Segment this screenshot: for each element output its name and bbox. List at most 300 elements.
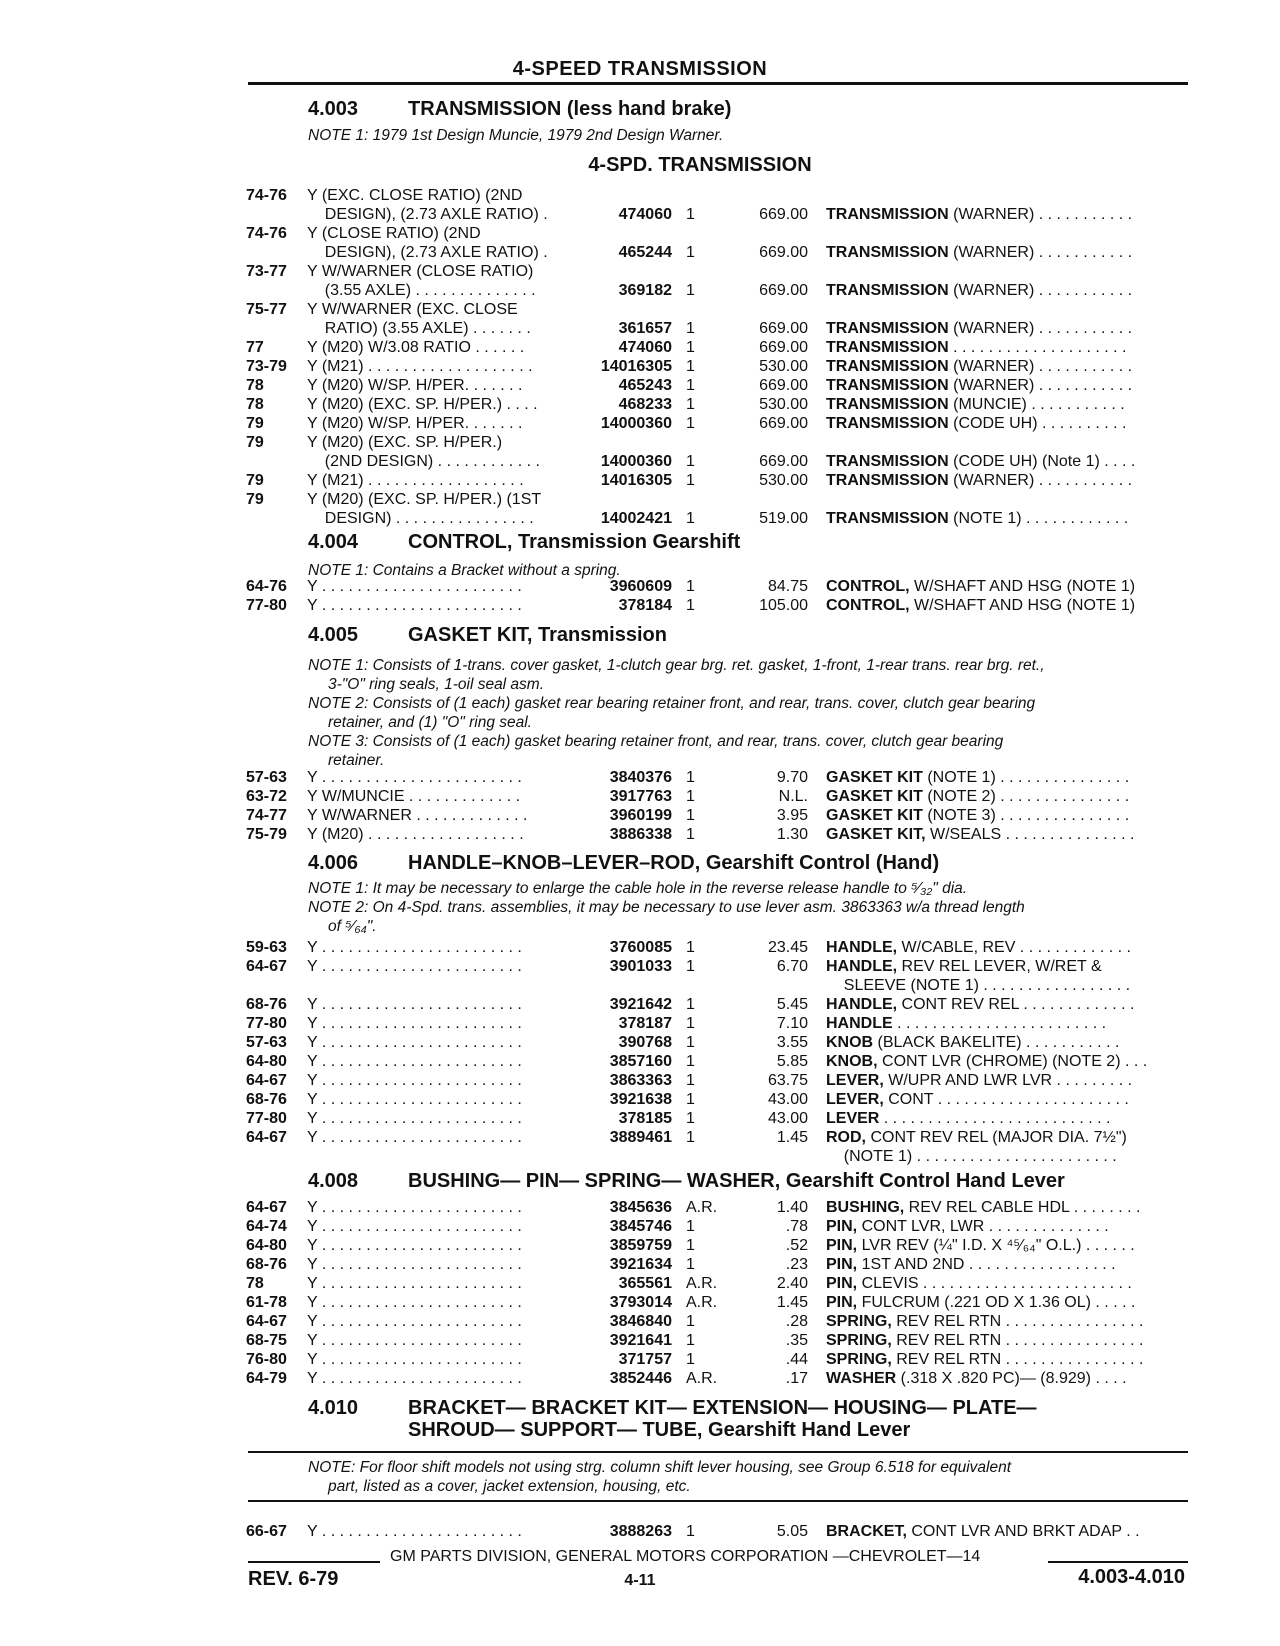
table-row: [0, 1312, 1280, 1331]
description-text: CONT REV REL (MAJOR DIA. 7½"): [866, 1129, 1127, 1146]
part-number: 14016305: [600, 358, 672, 375]
description: [826, 471, 1132, 490]
quantity: 1: [686, 958, 695, 975]
section-4005-heading: [308, 624, 667, 647]
application: Y . . . . . . . . . . . . . . . . . . . . . . .: [307, 1072, 522, 1089]
description-text: (NOTE 1) . . . . . . . . . . . .: [948, 510, 1129, 527]
part-number: 378187: [618, 1015, 672, 1032]
table-row: [0, 357, 1280, 376]
year-range: 77-80: [246, 1015, 287, 1032]
description-keyword: SPRING,: [826, 1351, 892, 1368]
section-4006-heading: [308, 852, 939, 875]
application: Y . . . . . . . . . . . . . . . . . . . . . . .: [307, 1053, 522, 1070]
section-4004-heading: [308, 531, 740, 554]
quantity: 1: [686, 377, 695, 394]
year-range: 77: [246, 339, 264, 356]
part-number: 3960609: [609, 578, 672, 595]
year-range: 68-75: [246, 1332, 287, 1349]
application: Y . . . . . . . . . . . . . . . . . . . . . . .: [307, 996, 522, 1013]
description-keyword: HANDLE,: [826, 958, 898, 975]
section-number: 4.006: [308, 852, 359, 874]
description: [826, 414, 1126, 433]
price: 669.00: [759, 339, 808, 356]
application: Y (M20) W/SP. H/PER. . . . . . .: [307, 415, 523, 432]
description-text: (WARNER) . . . . . . . . . . .: [948, 358, 1133, 375]
description-text: W/SHAFT AND HSG (NOTE 1): [909, 597, 1136, 614]
part-number: 3845636: [609, 1199, 672, 1216]
price: 669.00: [759, 244, 808, 261]
table-row: [0, 957, 1280, 976]
part-number: 3760085: [609, 939, 672, 956]
page-number: 4-11: [624, 1572, 656, 1589]
description: [826, 1236, 1135, 1255]
section-4005-notes: [308, 656, 1188, 770]
description-text: (NOTE 2) . . . . . . . . . . . . . . .: [922, 788, 1130, 805]
price: .17: [785, 1370, 808, 1387]
description: [826, 825, 1135, 844]
description-keyword: CONTROL,: [826, 597, 910, 614]
section-4003-subheading: 4-SPD. TRANSMISSION: [588, 154, 812, 176]
price: 669.00: [759, 320, 808, 337]
year-range: 78: [246, 396, 264, 413]
table-row: [0, 471, 1280, 490]
application: Y . . . . . . . . . . . . . . . . . . . . . . .: [307, 1294, 522, 1311]
part-number: 3921638: [609, 1091, 672, 1108]
description-text: (CODE UH) (Note 1) . . . .: [948, 453, 1136, 470]
description: [826, 787, 1129, 806]
price: 6.70: [776, 958, 808, 975]
description-keyword: TRANSMISSION: [826, 396, 949, 413]
table-row: [0, 1255, 1280, 1274]
description-keyword: TRANSMISSION: [826, 282, 949, 299]
description: [826, 1014, 1106, 1033]
description-text: (NOTE 3) . . . . . . . . . . . . . . .: [922, 807, 1130, 824]
table-row: [0, 1274, 1280, 1293]
part-number: 3793014: [609, 1294, 672, 1311]
description: [826, 1090, 1129, 1109]
quantity: 1: [686, 396, 695, 413]
price: 5.05: [776, 1523, 808, 1540]
table-row: [0, 281, 1280, 300]
table-row: [0, 825, 1280, 844]
description: [826, 452, 1135, 471]
description: [826, 243, 1132, 262]
description-text: W/CABLE, REV . . . . . . . . . . . . .: [897, 939, 1131, 956]
table-row: [0, 1293, 1280, 1312]
note-line: NOTE 3: Consists of (1 each) gasket bearing retainer front, and rear, trans. cover, clutch gear bearing: [308, 733, 1004, 750]
description-text: (WARNER) . . . . . . . . . . .: [948, 377, 1133, 394]
note-line: NOTE 1: It may be necessary to enlarge the cable hole in the reverse release handle to ⁵⁄₃₂" dia.: [308, 880, 968, 897]
price: 63.75: [767, 1072, 808, 1089]
year-range: 77-80: [246, 597, 287, 614]
price: 530.00: [759, 472, 808, 489]
year-range: 75-79: [246, 826, 287, 843]
description-text: CONT LVR AND BRKT ADAP . .: [906, 1523, 1140, 1540]
part-number: 378185: [618, 1110, 672, 1127]
description-keyword: ROD,: [826, 1129, 866, 1146]
description-keyword: TRANSMISSION: [826, 377, 949, 394]
description-keyword: PIN,: [826, 1237, 858, 1254]
year-range: 79: [246, 491, 264, 508]
application: Y (M21) . . . . . . . . . . . . . . . . . . .: [307, 358, 533, 375]
description: [826, 357, 1132, 376]
description-text: (WARNER) . . . . . . . . . . .: [948, 244, 1133, 261]
quantity: 1: [686, 339, 695, 356]
description-keyword: GASKET KIT: [826, 769, 923, 786]
year-range: 57-63: [246, 1034, 287, 1051]
year-range: 76-80: [246, 1351, 287, 1368]
price: 530.00: [759, 358, 808, 375]
section-4010-note: [308, 1458, 1188, 1496]
quantity: 1: [686, 1015, 695, 1032]
table-row: [0, 1522, 1280, 1541]
table-row: [0, 414, 1280, 433]
section-number: 4.004: [308, 531, 359, 553]
revision-label: REV. 6-79: [248, 1568, 339, 1590]
year-range: 79: [246, 434, 264, 451]
year-range: 73-79: [246, 358, 287, 375]
description-keyword: BUSHING,: [826, 1199, 905, 1216]
description: [826, 1522, 1140, 1541]
application: Y . . . . . . . . . . . . . . . . . . . . . . .: [307, 1332, 522, 1349]
section-number: 4.003: [308, 98, 359, 120]
description-keyword: TRANSMISSION: [826, 510, 949, 527]
description: [826, 376, 1132, 395]
part-number: 361657: [618, 320, 672, 337]
application: Y . . . . . . . . . . . . . . . . . . . . . . .: [307, 1237, 522, 1254]
year-range: 64-67: [246, 1199, 287, 1216]
note-line: retainer.: [328, 752, 385, 769]
description-text: (CODE UH) . . . . . . . . . .: [948, 415, 1127, 432]
quantity: 1: [686, 769, 695, 786]
year-range: 78: [246, 377, 264, 394]
table-row: [0, 1109, 1280, 1128]
description: [826, 1350, 1143, 1369]
part-number: 14000360: [600, 415, 672, 432]
quantity: 1: [686, 1313, 695, 1330]
table-row: [0, 433, 1280, 452]
price: 5.45: [776, 996, 808, 1013]
price: 669.00: [759, 377, 808, 394]
part-number: 371757: [618, 1351, 672, 1368]
year-range: 75-77: [246, 301, 287, 318]
description-text: CONT . . . . . . . . . . . . . . . . . . . . . .: [883, 1091, 1129, 1108]
application: Y . . . . . . . . . . . . . . . . . . . . . . .: [307, 769, 522, 786]
description: [826, 1274, 1132, 1293]
description-keyword: HANDLE: [826, 1015, 893, 1032]
table-row: [0, 1369, 1280, 1388]
table-row: [0, 376, 1280, 395]
year-range: 59-63: [246, 939, 287, 956]
note-rule-top: [248, 1451, 1188, 1453]
year-range: 64-67: [246, 1129, 287, 1146]
description-keyword: TRANSMISSION: [826, 472, 949, 489]
application: Y . . . . . . . . . . . . . . . . . . . . . . .: [307, 1015, 522, 1032]
quantity: 1: [686, 453, 695, 470]
price: 3.95: [776, 807, 808, 824]
table-row: [0, 806, 1280, 825]
quantity: 1: [686, 415, 695, 432]
description-text: (NOTE 1) . . . . . . . . . . . . . . .: [922, 769, 1130, 786]
application: Y . . . . . . . . . . . . . . . . . . . . . . .: [307, 578, 522, 595]
description-keyword: LEVER: [826, 1110, 880, 1127]
application: Y . . . . . . . . . . . . . . . . . . . . . . .: [307, 1218, 522, 1235]
year-range: 64-74: [246, 1218, 287, 1235]
application: Y (M21) . . . . . . . . . . . . . . . . . .: [307, 472, 524, 489]
quantity: 1: [686, 1218, 695, 1235]
description-keyword: GASKET KIT: [826, 788, 923, 805]
application: (3.55 AXLE) . . . . . . . . . . . . . .: [307, 282, 536, 299]
quantity: A.R.: [686, 1294, 718, 1311]
section-4003-heading: [308, 98, 731, 121]
price: 5.85: [776, 1053, 808, 1070]
price: 669.00: [759, 282, 808, 299]
part-number: 3888263: [609, 1523, 672, 1540]
description-keyword: SPRING,: [826, 1332, 892, 1349]
note-line: retainer, and (1) "O" ring seal.: [328, 714, 532, 731]
table-row: [0, 509, 1280, 528]
part-number: 3859759: [609, 1237, 672, 1254]
description: [826, 319, 1132, 338]
part-number: 474060: [618, 339, 672, 356]
table-row: [0, 338, 1280, 357]
quantity: 1: [686, 1129, 695, 1146]
price: 7.10: [776, 1015, 808, 1032]
section-number: 4.008: [308, 1170, 359, 1192]
table-row: [0, 1071, 1280, 1090]
year-range: 74-76: [246, 187, 287, 204]
description-text: CONT LVR, LWR . . . . . . . . . . . . . .: [857, 1218, 1109, 1235]
price: N.L.: [778, 788, 808, 805]
footer-rule-right: [1048, 1561, 1188, 1563]
part-number: 390768: [618, 1034, 672, 1051]
description-keyword: GASKET KIT,: [826, 826, 926, 843]
application: Y . . . . . . . . . . . . . . . . . . . . . . .: [307, 1275, 522, 1292]
application: Y . . . . . . . . . . . . . . . . . . . . . . .: [307, 1523, 522, 1540]
description-text: (WARNER) . . . . . . . . . . .: [948, 320, 1133, 337]
quantity: 1: [686, 788, 695, 805]
description: [826, 1071, 1132, 1090]
description: [826, 768, 1129, 787]
price: 9.70: [776, 769, 808, 786]
part-number: 14002421: [600, 510, 672, 527]
quantity: 1: [686, 1072, 695, 1089]
price: 23.45: [767, 939, 808, 956]
application: Y (EXC. CLOSE RATIO) (2ND: [307, 187, 523, 204]
table-row: [0, 1147, 1280, 1166]
footer-source: GM PARTS DIVISION, GENERAL MOTORS CORPORATION —CHEVROLET—14: [390, 1548, 981, 1565]
application: Y W/MUNCIE . . . . . . . . . . . . .: [307, 788, 521, 805]
description-text: (WARNER) . . . . . . . . . . .: [948, 206, 1133, 223]
description-text: (BLACK BAKELITE) . . . . . . . . . . .: [873, 1034, 1120, 1051]
description: [826, 338, 1126, 357]
section-4010-heading: [308, 1397, 1037, 1441]
application: Y . . . . . . . . . . . . . . . . . . . . . . .: [307, 939, 522, 956]
application: Y . . . . . . . . . . . . . . . . . . . . . . .: [307, 958, 522, 975]
year-range: 57-63: [246, 769, 287, 786]
application: Y (M20) . . . . . . . . . . . . . . . . . .: [307, 826, 524, 843]
section-title: BUSHING— PIN— SPRING— WASHER, Gearshift Control Hand Lever: [408, 1170, 1065, 1192]
section-title: SHROUD— SUPPORT— TUBE, Gearshift Hand Lever: [408, 1419, 911, 1441]
description: [826, 577, 1135, 596]
note-line: of ⁵⁄₆₄".: [328, 918, 377, 935]
quantity: 1: [686, 282, 695, 299]
table-row: [0, 1350, 1280, 1369]
quantity: A.R.: [686, 1199, 718, 1216]
part-number: 3863363: [609, 1072, 672, 1089]
application: Y W/WARNER . . . . . . . . . . . . .: [307, 807, 528, 824]
note-line: NOTE: For floor shift models not using strg. column shift lever housing, see Group 6.518 for equivalent: [308, 1459, 1012, 1476]
price: .44: [785, 1351, 808, 1368]
table-row: [0, 1128, 1280, 1147]
section-number: 4.010: [308, 1397, 359, 1419]
quantity: 1: [686, 939, 695, 956]
price: 669.00: [759, 206, 808, 223]
description-keyword: TRANSMISSION: [826, 244, 949, 261]
table-row: [0, 596, 1280, 615]
price: 1.45: [776, 1294, 808, 1311]
quantity: 1: [686, 1237, 695, 1254]
description-keyword: BRACKET,: [826, 1523, 907, 1540]
part-number: 3846840: [609, 1313, 672, 1330]
application: Y . . . . . . . . . . . . . . . . . . . . . . .: [307, 1034, 522, 1051]
table-row: [0, 938, 1280, 957]
description-keyword: PIN,: [826, 1256, 858, 1273]
application: Y . . . . . . . . . . . . . . . . . . . . . . .: [307, 1256, 522, 1273]
quantity: A.R.: [686, 1275, 718, 1292]
description: [826, 1312, 1143, 1331]
table-row: [0, 577, 1280, 596]
part-number: 474060: [618, 206, 672, 223]
part-number: 3921642: [609, 996, 672, 1013]
description-text: SLEEVE (NOTE 1) . . . . . . . . . . . . . . . . .: [826, 977, 1131, 994]
application: Y . . . . . . . . . . . . . . . . . . . . . . .: [307, 1351, 522, 1368]
description-text: 1ST AND 2ND . . . . . . . . . . . . . . . . .: [857, 1256, 1116, 1273]
year-range: 77-80: [246, 1110, 287, 1127]
table-row: [0, 262, 1280, 281]
price: 669.00: [759, 415, 808, 432]
table-row: [0, 395, 1280, 414]
year-range: 73-77: [246, 263, 287, 280]
application: Y (M20) (EXC. SP. H/PER.) (1ST: [307, 491, 542, 508]
description: [826, 806, 1129, 825]
quantity: 1: [686, 510, 695, 527]
description-keyword: PIN,: [826, 1218, 858, 1235]
description-text: REV REL RTN . . . . . . . . . . . . . . . .: [891, 1332, 1144, 1349]
part-number: 369182: [618, 282, 672, 299]
quantity: 1: [686, 358, 695, 375]
section-title: TRANSMISSION (less hand brake): [408, 98, 732, 120]
price: .52: [785, 1237, 808, 1254]
description-text: (WARNER) . . . . . . . . . . .: [948, 472, 1133, 489]
quantity: 1: [686, 1053, 695, 1070]
application: Y . . . . . . . . . . . . . . . . . . . . . . .: [307, 597, 522, 614]
part-number: 3857160: [609, 1053, 672, 1070]
year-range: 64-80: [246, 1053, 287, 1070]
description-text: . . . . . . . . . . . . . . . . . . . . . . . . . .: [879, 1110, 1111, 1127]
price: .23: [785, 1256, 808, 1273]
year-range: 68-76: [246, 996, 287, 1013]
section-title: GASKET KIT, Transmission: [408, 624, 667, 646]
part-number: 3852446: [609, 1370, 672, 1387]
description-text: W/UPR AND LWR LVR . . . . . . . . .: [883, 1072, 1133, 1089]
description-text: (NOTE 1) . . . . . . . . . . . . . . . . . . . . . . .: [826, 1148, 1117, 1165]
description-keyword: TRANSMISSION: [826, 320, 949, 337]
price: .35: [785, 1332, 808, 1349]
description: [826, 509, 1128, 528]
part-number: 3901033: [609, 958, 672, 975]
description: [826, 205, 1132, 224]
application: DESIGN) . . . . . . . . . . . . . . . .: [307, 510, 534, 527]
quantity: 1: [686, 1351, 695, 1368]
part-number: 3886338: [609, 826, 672, 843]
application: (2ND DESIGN) . . . . . . . . . . . .: [307, 453, 540, 470]
application: Y W/WARNER (EXC. CLOSE: [307, 301, 518, 318]
description-text: (WARNER) . . . . . . . . . . .: [948, 282, 1133, 299]
description-keyword: TRANSMISSION: [826, 358, 949, 375]
year-range: 63-72: [246, 788, 287, 805]
price: 3.55: [776, 1034, 808, 1051]
part-number: 14016305: [600, 472, 672, 489]
price: 43.00: [767, 1110, 808, 1127]
price: .78: [785, 1218, 808, 1235]
part-number: 3921641: [609, 1332, 672, 1349]
year-range: 66-67: [246, 1523, 287, 1540]
part-number: 3840376: [609, 769, 672, 786]
quantity: 1: [686, 1523, 695, 1540]
year-range: 79: [246, 472, 264, 489]
quantity: 1: [686, 244, 695, 261]
table-row: [0, 1090, 1280, 1109]
description-keyword: KNOB,: [826, 1053, 878, 1070]
note-line: 3-"O" ring seals, 1-oil seal asm.: [328, 676, 545, 693]
description: [826, 596, 1135, 615]
description-text: . . . . . . . . . . . . . . . . . . . .: [948, 339, 1127, 356]
description-text: W/SHAFT AND HSG (NOTE 1): [909, 578, 1136, 595]
section-title: BRACKET— BRACKET KIT— EXTENSION— HOUSING— PLATE—: [408, 1397, 1037, 1419]
part-number: 3921634: [609, 1256, 672, 1273]
description: [826, 1033, 1119, 1052]
year-range: 74-77: [246, 807, 287, 824]
year-range: 74-76: [246, 225, 287, 242]
quantity: 1: [686, 320, 695, 337]
table-row: [0, 452, 1280, 471]
quantity: 1: [686, 996, 695, 1013]
table-row: [0, 1198, 1280, 1217]
table-row: [0, 490, 1280, 509]
section-4008-heading: [308, 1170, 1065, 1193]
quantity: 1: [686, 1332, 695, 1349]
quantity: 1: [686, 826, 695, 843]
description-text: CLEVIS . . . . . . . . . . . . . . . . . . . . . . . .: [857, 1275, 1132, 1292]
description-keyword: TRANSMISSION: [826, 206, 949, 223]
quantity: 1: [686, 578, 695, 595]
application: Y . . . . . . . . . . . . . . . . . . . . . . .: [307, 1129, 522, 1146]
description: [826, 1217, 1109, 1236]
part-number: 14000360: [600, 453, 672, 470]
description-keyword: PIN,: [826, 1275, 858, 1292]
description-text: . . . . . . . . . . . . . . . . . . . . . . . .: [892, 1015, 1107, 1032]
description: [826, 1331, 1143, 1350]
description-text: REV REL RTN . . . . . . . . . . . . . . . .: [891, 1351, 1144, 1368]
description: [826, 1255, 1116, 1274]
year-range: 79: [246, 415, 264, 432]
quantity: 1: [686, 1110, 695, 1127]
year-range: 61-78: [246, 1294, 287, 1311]
footer-rule-left: [248, 1561, 380, 1563]
table-row: [0, 205, 1280, 224]
description-keyword: TRANSMISSION: [826, 415, 949, 432]
